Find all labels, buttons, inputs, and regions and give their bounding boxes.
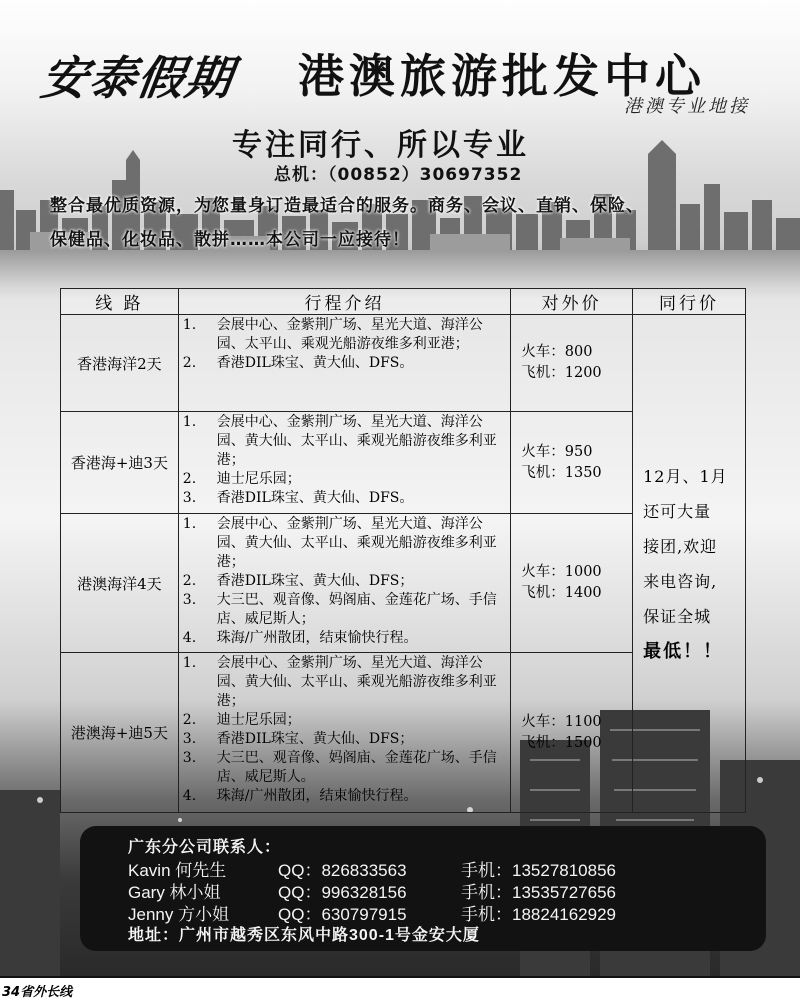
contact-address: 地址：广州市越秀区东风中路300-1号金安大厦: [128, 927, 480, 944]
itinerary-item: 3. 大三巴、观音像、妈阁庙、金莲花广场、手信店、威尼斯人；: [182, 592, 497, 627]
contact-title: 广东分公司联系人：: [128, 839, 282, 856]
route-name: 香港海+迪3天: [61, 412, 179, 514]
peer-highlight: 最低！！: [643, 640, 724, 662]
contact-qq: QQ：826833563: [278, 861, 407, 880]
itinerary-item: 3. 香港DIL珠宝、黄大仙、DFS；: [182, 731, 414, 747]
plane-price: 飞机：1350: [521, 464, 602, 481]
route-name: 港澳海+迪5天: [61, 653, 179, 813]
header-itinerary: 行程介绍: [178, 289, 510, 315]
header-route: 线 路: [61, 289, 179, 315]
intro-text: [50, 189, 780, 257]
route-name: 香港海洋2天: [61, 315, 179, 412]
page-label: 34省外长线: [2, 985, 73, 1000]
peer-line: 来电咨询,: [643, 571, 718, 591]
contact-name: Gary 林小姐: [128, 883, 221, 902]
itinerary-item: 1. 会展中心、金紫荆广场、星光大道、海洋公园、太平山、乘观光船游夜维多利亚港；: [182, 317, 483, 352]
contact-mobile: 手机：18824162929: [461, 905, 617, 924]
itinerary-item: 3. 香港DIL珠宝、黄大仙、DFS。: [182, 490, 414, 506]
brand-logo-text: 安泰假期: [37, 51, 238, 105]
train-price: 火车：1000: [521, 564, 602, 580]
itinerary-cell: [178, 653, 510, 813]
plane-price: 飞机：1500: [521, 734, 602, 751]
contact-name: Jenny 方小姐: [128, 905, 230, 924]
table-row: [61, 315, 746, 412]
header-peer-price: 同行价: [633, 289, 746, 315]
itinerary-item: 4. 珠海/广州散团，结束愉快行程。: [182, 788, 418, 804]
train-price: 火车：1100: [521, 713, 602, 730]
plane-price: 飞机：1200: [521, 365, 602, 381]
itinerary-item: 3. 大三巴、观音像、妈阁庙、金莲花广场、手信店、威尼斯人。: [182, 750, 497, 785]
contact-panel: [80, 826, 766, 951]
price-cell: [511, 315, 633, 412]
intro-line: 保健品、化妆品、散拼……本公司一应接待！: [50, 230, 410, 250]
header-public-price: 对外价: [511, 289, 633, 315]
train-price: 火车：800: [521, 344, 593, 360]
peer-line: 12月、1月: [643, 466, 728, 486]
price-cell: [511, 653, 633, 813]
contact-name: Kavin 何先生: [128, 861, 227, 880]
hotline: 总机：（00852）30697352: [274, 165, 523, 185]
page-footer: [0, 976, 800, 1000]
itinerary-item: 1. 会展中心、金紫荆广场、星光大道、海洋公园、黄大仙、太平山、乘观光船游夜维多利亚港；: [182, 414, 497, 468]
contact-mobile: 手机：13527810856: [461, 861, 617, 880]
price-cell: [511, 514, 633, 653]
route-name: 港澳海洋4天: [61, 514, 179, 653]
itinerary-item: 4. 珠海/广州散团，结束愉快行程。: [182, 630, 418, 646]
itinerary-item: 1. 会展中心、金紫荆广场、星光大道、海洋公园、黄大仙、太平山、乘观光船游夜维多利亚港；: [182, 516, 497, 570]
itinerary-cell: [178, 412, 510, 514]
intro-line: 整合最优质资源，为您量身订造最适合的服务。商务、会议、直销、保险、: [50, 196, 644, 216]
table-header-row: [61, 289, 746, 315]
itinerary-item: 2. 迪士尼乐园；: [182, 712, 301, 728]
itinerary-item: 2. 香港DIL珠宝、黄大仙、DFS。: [182, 355, 414, 371]
itinerary-cell: [178, 514, 510, 653]
contact-qq: QQ：996328156: [278, 883, 407, 902]
train-price: 火车：950: [521, 443, 593, 460]
route-price-table: [60, 288, 746, 813]
plane-price: 飞机：1400: [521, 585, 602, 601]
itinerary-cell: [178, 315, 510, 412]
peer-line: 保证全城: [643, 606, 712, 626]
page-title: 港澳旅游批发中心: [298, 49, 706, 103]
peer-price-cell: [633, 315, 746, 813]
subtitle: 港澳专业地接: [624, 96, 750, 117]
slogan: 专注同行、所以专业: [232, 128, 529, 163]
itinerary-item: 2. 香港DIL珠宝、黄大仙、DFS；: [182, 573, 414, 589]
peer-line: 还可大量: [643, 501, 712, 521]
peer-line: 接团,欢迎: [643, 536, 718, 556]
itinerary-item: 2. 迪士尼乐园；: [182, 471, 301, 487]
contact-qq: QQ：630797915: [278, 905, 407, 924]
contact-mobile: 手机：13535727656: [461, 883, 617, 902]
itinerary-item: 1. 会展中心、金紫荆广场、星光大道、海洋公园、黄大仙、太平山、乘观光船游夜维多利亚港；: [182, 655, 497, 709]
price-cell: [511, 412, 633, 514]
